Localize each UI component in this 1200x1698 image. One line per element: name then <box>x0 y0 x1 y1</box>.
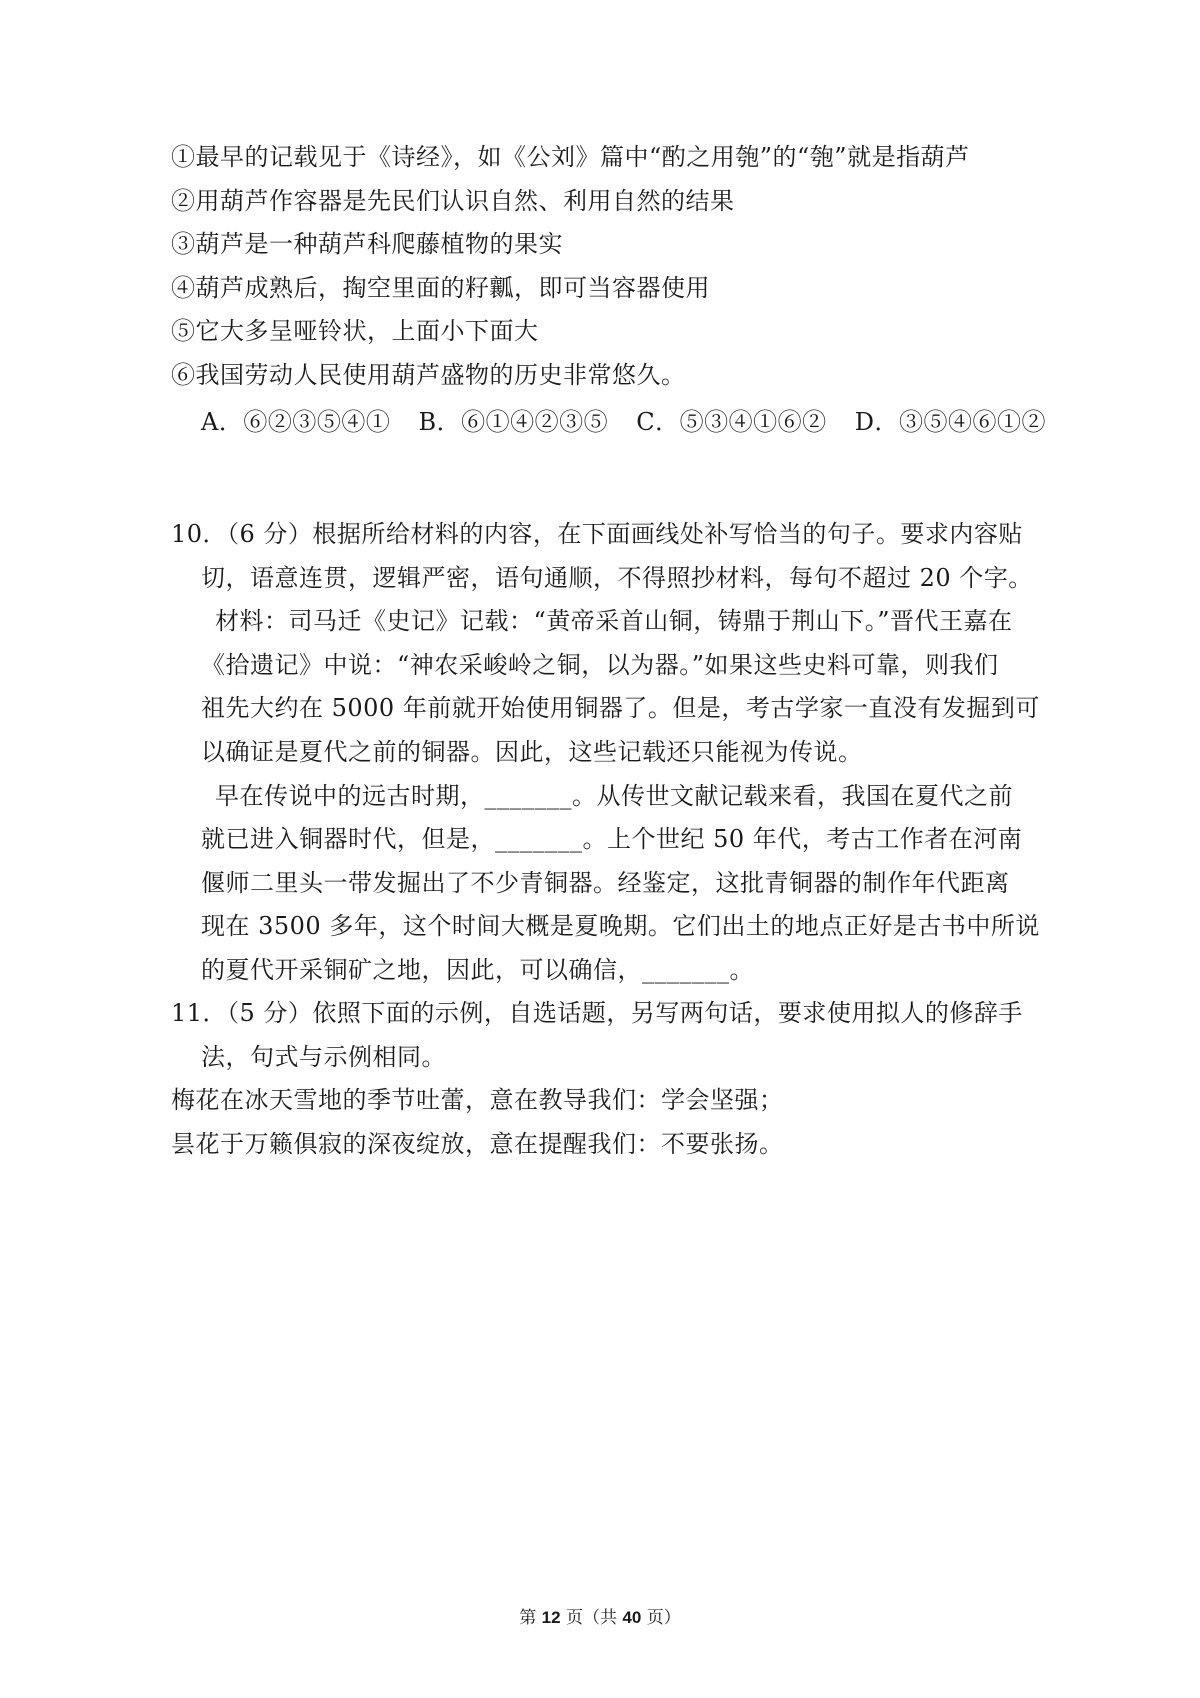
q11-prompt-line-1: 11．（5 分）依照下面的示例，自选话题，另写两句话，要求使用拟人的修辞手 <box>171 999 1023 1027</box>
q11-example-line-2: 昙花于万籁俱寂的深夜绽放，意在提醒我们：不要张扬。 <box>171 1130 784 1158</box>
q10-prompt-line-1: 10．（6 分）根据所给材料的内容，在下面画线处补写恰当的句子。要求内容贴 <box>171 520 1023 548</box>
total-pages: 40 <box>622 1608 642 1627</box>
q10-material-line-1: 材料：司马迁《史记》记载：“黄帝采首山铜，铸鼎于荆山下。”晋代王嘉在 <box>215 607 1013 635</box>
q10-passage-line-4: 现在 3500 多年，这个时间大概是夏晚期。它们出土的地点正好是古书中所说 <box>201 912 1040 940</box>
q10-passage-line-1: 早在传说中的远古时期，_______。从传世文献记载来看，我国在夏代之前 <box>215 782 1013 810</box>
q11-prompt-line-2: 法，句式与示例相同。 <box>201 1043 446 1071</box>
option-b: B．⑥①④②③⑤ <box>418 408 609 436</box>
statement-1: ①最早的记载见于《诗经》，如《公刘》篇中“酌之用匏”的“匏”就是指葫芦 <box>171 143 970 171</box>
statement-6: ⑥我国劳动人民使用葫芦盛物的历史非常悠久。 <box>171 361 686 389</box>
q10-passage-line-3: 偃师二里头一带发掘出了不少青铜器。经鉴定，这批青铜器的制作年代距离 <box>201 869 1010 897</box>
footer-prefix: 第 <box>519 1608 537 1628</box>
answer-options <box>201 406 1066 438</box>
q11-example-line-1: 梅花在冰天雪地的季节吐蕾，意在教导我们：学会坚强； <box>171 1086 784 1114</box>
statement-4: ④葫芦成熟后，掏空里面的籽瓤，即可当容器使用 <box>171 274 710 302</box>
q10-material-line-3: 祖先大约在 5000 年前就开始使用铜器了。但是，考古学家一直没有发掘到可 <box>201 694 1040 722</box>
q10-passage-line-5: 的夏代开采铜矿之地，因此，可以确信，_______。 <box>201 956 754 984</box>
statement-5: ⑤它大多呈哑铃状，上面小下面大 <box>171 317 539 345</box>
footer-suffix: 页） <box>646 1608 681 1628</box>
footer-middle: 页（共 <box>566 1608 617 1628</box>
page-number: 12 <box>541 1608 561 1627</box>
statement-3: ③葫芦是一种葫芦科爬藤植物的果实 <box>171 230 563 258</box>
page-footer <box>0 1607 1200 1629</box>
option-a: A．⑥②③⑤④① <box>201 408 391 436</box>
option-c: C．⑤③④①⑥② <box>636 408 827 436</box>
q10-prompt-line-2: 切，语意连贯，逻辑严密，语句通顺，不得照抄材料，每句不超过 20 个字。 <box>201 564 1033 592</box>
q10-material-line-4: 以确证是夏代之前的铜器。因此，这些记载还只能视为传说。 <box>201 738 863 766</box>
q10-material-line-2: 《拾遗记》中说：“神农采峻岭之铜，以为器。”如果这些史料可靠，则我们 <box>201 651 999 679</box>
statement-2: ②用葫芦作容器是先民们认识自然、利用自然的结果 <box>171 187 735 215</box>
q10-passage-line-2: 就已进入铜器时代，但是，_______。上个世纪 50 年代，考古工作者在河南 <box>201 825 1023 853</box>
option-d: D．③⑤④⑥①② <box>854 408 1047 436</box>
